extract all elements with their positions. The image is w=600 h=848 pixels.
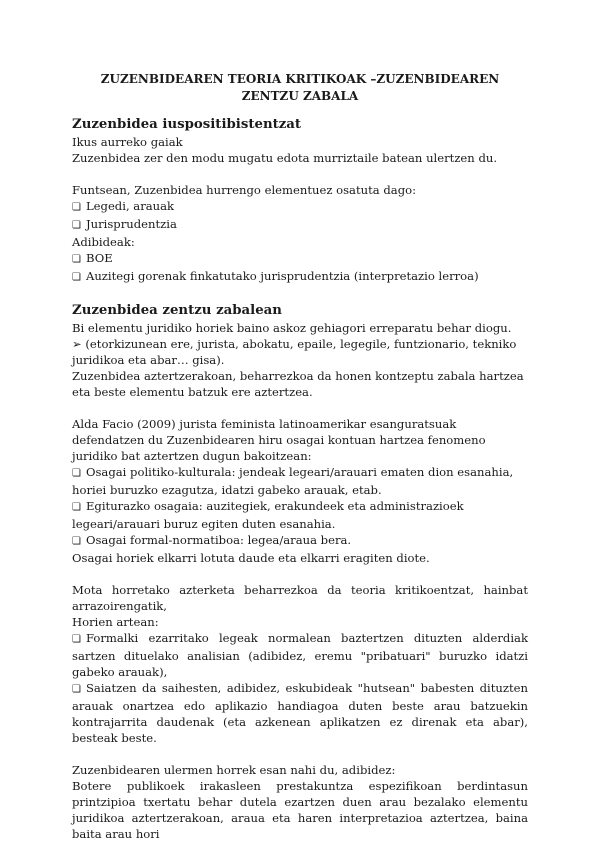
paragraph: Zuzenbidearen ulermen horrek esan nahi du, adibidez: — [72, 763, 396, 777]
checkbox-list-item: ❏ Formalki ezarritako legeak normalean baztertzen dituzten alderdiak sartzen dituelako analisian (adibidez, eremu "pribatuari" buruzko idatzi gabeko arauak), — [72, 630, 528, 680]
checkbox-list-item: ❏ Auzitegi gorenak finkatutako jurisprudentzia (interpretazio lerroa) — [72, 268, 528, 286]
checkbox-list-item: ❏ Legedi, arauak — [72, 198, 528, 216]
checkbox-list-item: ❏ Saiatzen da saihesten, adibidez, eskubideak "hutsean" babesten dituzten arauak onartzea edo aplikazio handiagoa duten beste arau batzuekin kontrajarrita daudenak (eta azkenean aplikatzen ez direnak eta abar), besteak beste. — [72, 680, 528, 746]
paragraph: Zuzenbidea aztertzerakoan, beharrezkoa da honen kontzeptu zabala hartzea eta beste elementu batzuk ere aztertzea. — [72, 369, 524, 399]
section-heading-zentzu-zabala: Zuzenbidea zentzu zabalean — [72, 303, 282, 318]
paragraph: Horien artean: — [72, 615, 159, 629]
checkbox-list-item: ❏ Osagai formal-normatiboa: legea/araua bera. — [72, 532, 528, 550]
arrow-paragraph: ➢ (etorkizunean ere, jurista, abokatu, epaile, legegile, funtzionario, tekniko juridikoa eta abar… gisa). — [72, 337, 517, 367]
paragraph: Mota horretako azterketa beharrezkoa da teoria kritikoentzat, hainbat arrazoirengatik, — [72, 583, 528, 613]
paragraph: Adibideak: — [72, 235, 135, 249]
paragraph: Bi elementu juridiko horiek baino askoz gehiagori erreparatu behar diogu. — [72, 321, 512, 335]
paragraph: Funtsean, Zuzenbidea hurrengo elementuez osatuta dago: — [72, 183, 416, 197]
paragraph: Alda Facio (2009) jurista feminista latinoamerikar esanguratsuak — [72, 417, 457, 431]
checkbox-list-item: ❏ Egiturazko osagaia: auzitegiek, erakundeek eta administrazioek legeari/arauari buruz egiten duten esanahia. — [72, 498, 528, 532]
checkbox-list-item: ❏ BOE — [72, 250, 528, 268]
paragraph: Osagai horiek elkarri lotuta daude eta elkarri eragiten diote. — [72, 551, 430, 565]
paragraph: Ikus aurreko gaiak — [72, 135, 183, 149]
paragraph: Zuzenbidea zer den modu mugatu edota murriztaile batean ulertzen du. — [72, 151, 498, 165]
document-body — [72, 116, 528, 842]
checkbox-list-item: ❏ Jurisprudentzia — [72, 216, 528, 234]
paragraph: Botere publikoek irakasleen prestakuntza espezifikoan berdintasun printzipioa txertatu behar dutela ezartzen duen arau bezalako elementu juridikoa aztertzerakoan, araua eta haren interpretazioa aztertzea, baina baita arau hori — [72, 779, 528, 841]
document-title: ZUZENBIDEAREN TEORIA KRITIKOAK –ZUZENBIDEAREN ZENTZU ZABALA — [100, 72, 500, 103]
section-heading-iuspositibist: Zuzenbidea iuspositibistentzat — [72, 117, 302, 132]
checkbox-list-item: ❏ Osagai politiko-kulturala: jendeak legeari/arauari ematen dion esanahia, horiei buruzko ezagutza, idatzi gabeko arauak, etab. — [72, 464, 528, 498]
paragraph: defendatzen du Zuzenbidearen hiru osagai kontuan hartzea fenomeno juridiko bat aztertzen dugun bakoitzean: — [72, 433, 486, 463]
